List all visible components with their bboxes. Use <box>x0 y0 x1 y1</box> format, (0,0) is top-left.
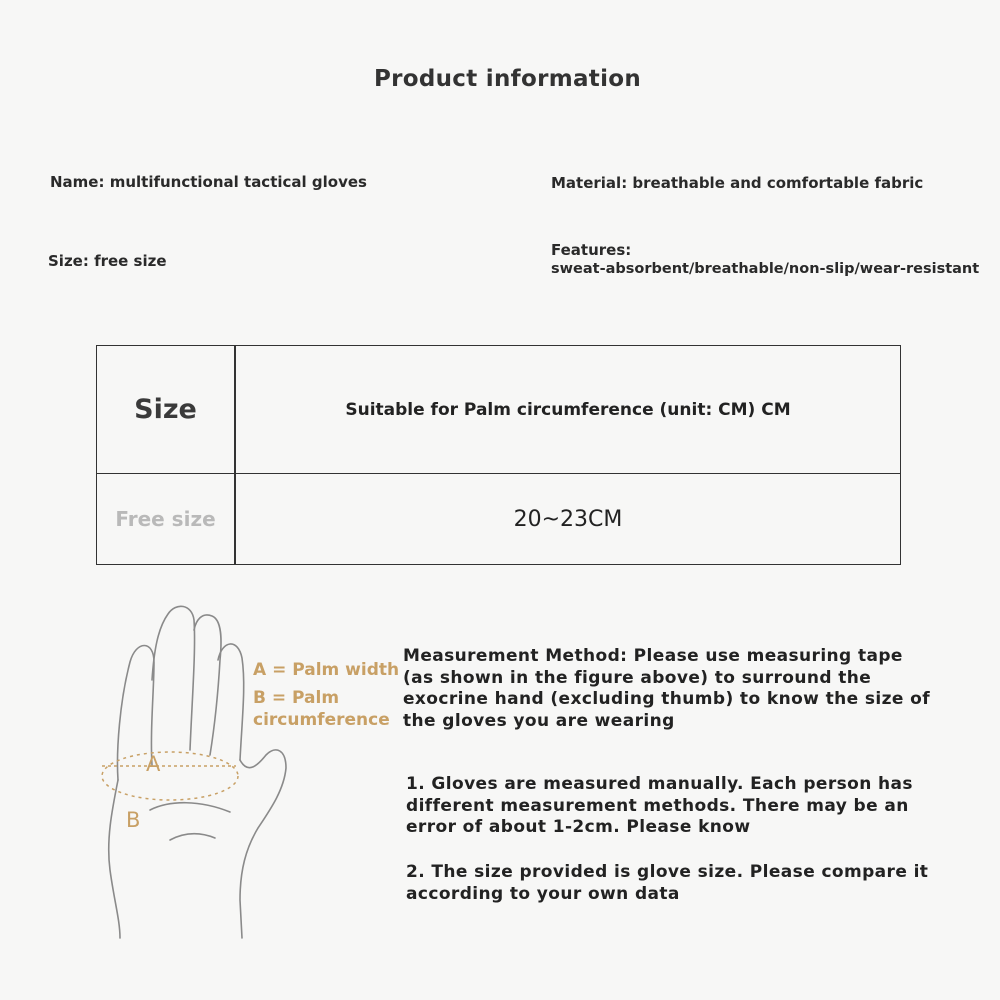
method-line: the gloves you are wearing <box>403 710 675 731</box>
method-line: exocrine hand (excluding thumb) to know the size of <box>403 689 931 709</box>
product-size: Size: free size <box>48 252 167 270</box>
size-table <box>96 345 901 565</box>
header-size: Size <box>134 394 197 425</box>
header-size-cell <box>97 346 234 473</box>
features-label: Features: <box>551 241 632 259</box>
legend-b-line2: circumference <box>253 710 390 730</box>
legend-a: A = Palm width <box>253 660 400 680</box>
method-line: Measurement Method: Please use measuring tape <box>403 646 903 666</box>
note-line: according to your own data <box>406 883 680 904</box>
hand-measurement-illustration <box>90 600 300 940</box>
row-size-cell <box>97 474 234 564</box>
page-title: Product information <box>373 66 642 92</box>
method-line: (as shown in the figure above) to surround the <box>403 667 872 688</box>
product-name: Name: multifunctional tactical gloves <box>50 173 367 191</box>
measurement-method <box>403 646 963 732</box>
size-table-header-row <box>97 346 900 474</box>
note-1 <box>406 774 966 839</box>
note-line: different measurement methods. There may be an <box>406 795 909 816</box>
features-value: sweat-absorbent/breathable/non-slip/wear-resistant <box>551 261 980 277</box>
table-divider <box>234 346 236 564</box>
note-line: 2. The size provided is glove size. Please compare it <box>406 862 929 882</box>
label-a: A <box>146 752 161 776</box>
note-2 <box>406 862 966 905</box>
row-range: 20~23CM <box>513 506 623 532</box>
header-suitable: Suitable for Palm circumference (unit: CM) CM <box>345 399 791 420</box>
legend-b-line1: B = Palm <box>253 688 340 708</box>
note-line: 1. Gloves are measured manually. Each person has <box>406 774 913 794</box>
size-table-row <box>97 474 900 564</box>
row-range-cell <box>236 474 900 564</box>
row-size: Free size <box>115 507 216 531</box>
header-suitable-cell <box>236 346 900 473</box>
product-features <box>551 241 979 279</box>
label-b: B <box>126 808 141 832</box>
note-line: error of about 1-2cm. Please know <box>406 817 751 837</box>
product-material: Material: breathable and comfortable fabric <box>551 174 924 192</box>
